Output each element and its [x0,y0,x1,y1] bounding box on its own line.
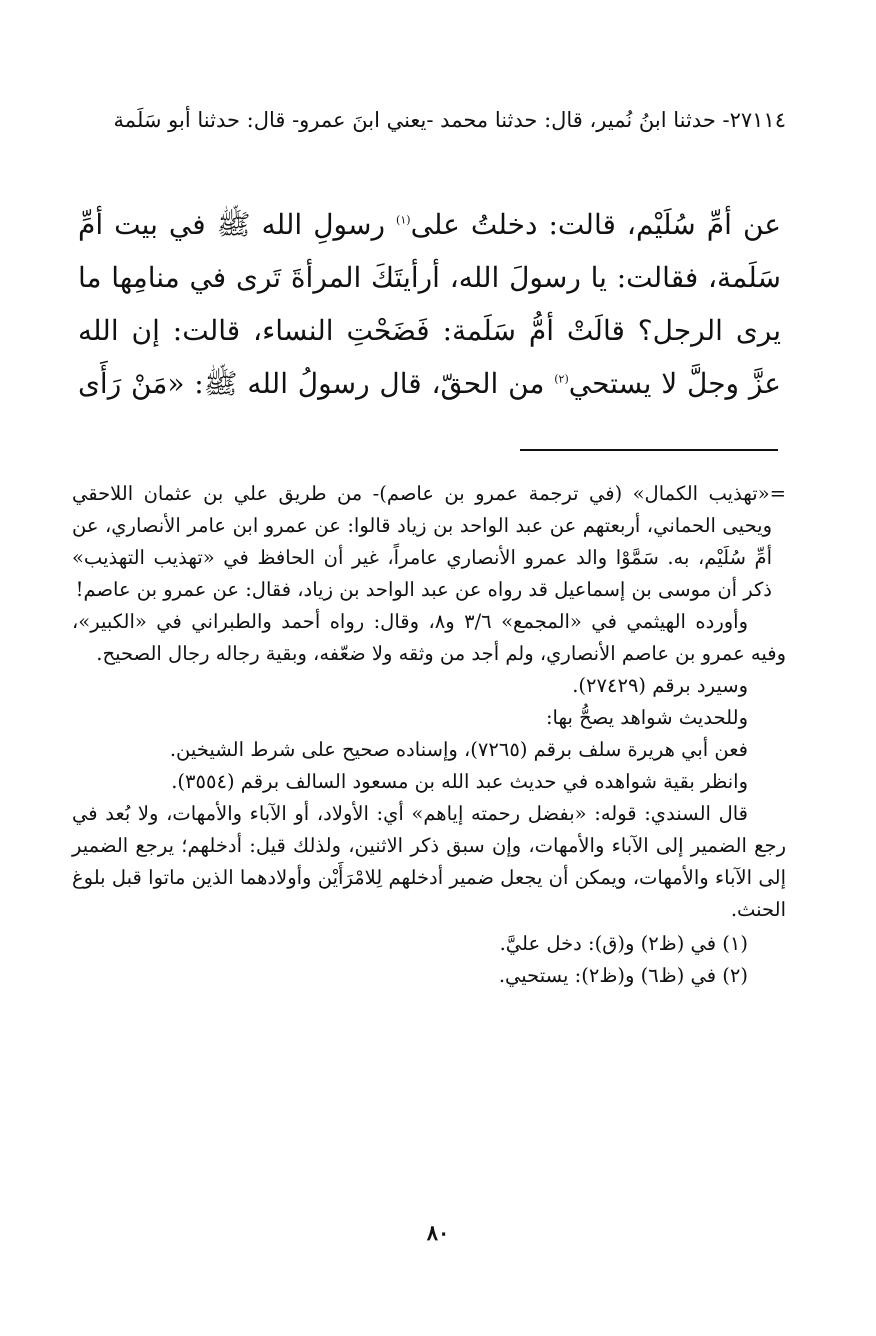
hadith-matn [78,198,781,410]
footnote-separator [520,449,778,451]
note-paragraph: فعن أبي هريرة سلف برقم (٧٢٦٥)، وإسناده صحيح على شرط الشيخين. [169,738,748,761]
footnote-1: (١) في (ظ٢) و(ق): دخل عليَّ. [499,932,748,955]
matn-text-3: من الحقّ، قال رسولُ الله ﷺ: «مَنْ رَأَى [78,367,545,400]
note-paragraph: وأورده الهيثمي في «المجمع» ٣/٦ و٨، وقال: رواه أحمد والطبراني في «الكبير»، وفيه عمرو بن عاصم الأنصاري، ولم أجد من وثقه ولا ضعّفه، وبقية رجاله رجال الصحيح. [72,610,786,665]
note-paragraph: وسيرد برقم (٢٧٤٢٩). [572,674,748,697]
hadith-isnad: ٢٧١١٤- حدثنا ابنُ نُمير، قال: حدثنا محمد -يعني ابنَ عمرو- قال: حدثنا أبو سَلَمة [113,108,786,132]
footnote-2: (٢) في (ظ٦) و(ظ٢): يستحيي. [498,964,748,987]
footnote-ref-1: (١) [396,213,411,227]
note-paragraph: =«تهذيب الكمال» (في ترجمة عمرو بن عاصم)- من طريق علي بن عثمان اللاحقي ويحيى الحماني، أربعتهم عن عبد الواحد بن زياد قالوا: عن عمرو ابن عامر الأنصاري، عن أمِّ سُلَيْم، به. سَمَّوْا والد عمرو الأنصاري عامراً، غير أن الحافظ في «تهذيب التهذيب» ذكر أن موسى بن إسماعيل قد رواه عن عبد الواحد بن زياد، فقال: عن عمرو بن عاصم! [72,482,786,601]
note-paragraph: وللحديث شواهد يصحُّ بها: [545,706,748,729]
matn-text-2: رسولِ الله ﷺ في بيت أمِّ سَلَمة، فقالت: يا رسولَ الله، أرأيتَكَ المرأةَ تَرى في منامِها ما يرى الرجل؟ قالَتْ أمُّ سَلَمة: فَضَحْتِ النساء، قالت: إن الله عزَّ وجلَّ لا يستحي [78,208,782,400]
page-number: ٨٠ [426,1220,450,1245]
matn-text-1: عن أمِّ سُلَيْم، قالت: دخلتُ على [410,208,781,241]
footnote-ref-2: (٢) [554,372,569,386]
note-paragraph: قال السندي: قوله: «بفضل رحمته إياهم» أي: الأولاد، أو الآباء والأمهات، ولا بُعد في رجع الضمير إلى الآباء والأمهات، وإن سبق ذكر الاثنين، ولذلك قيل: أدخلهم؛ يرجع الضمير إلى الآباء والأمهات، ويمكن أن يجعل ضمير أدخلهم لِلامْرَأَيْن وأولادهما الذين ماتوا قبل بلوغ الحنث. [72,802,786,921]
note-paragraph: وانظر بقية شواهده في حديث عبد الله بن مسعود السالف برقم (٣٥٥٤). [171,770,748,793]
commentary-notes [72,478,786,992]
